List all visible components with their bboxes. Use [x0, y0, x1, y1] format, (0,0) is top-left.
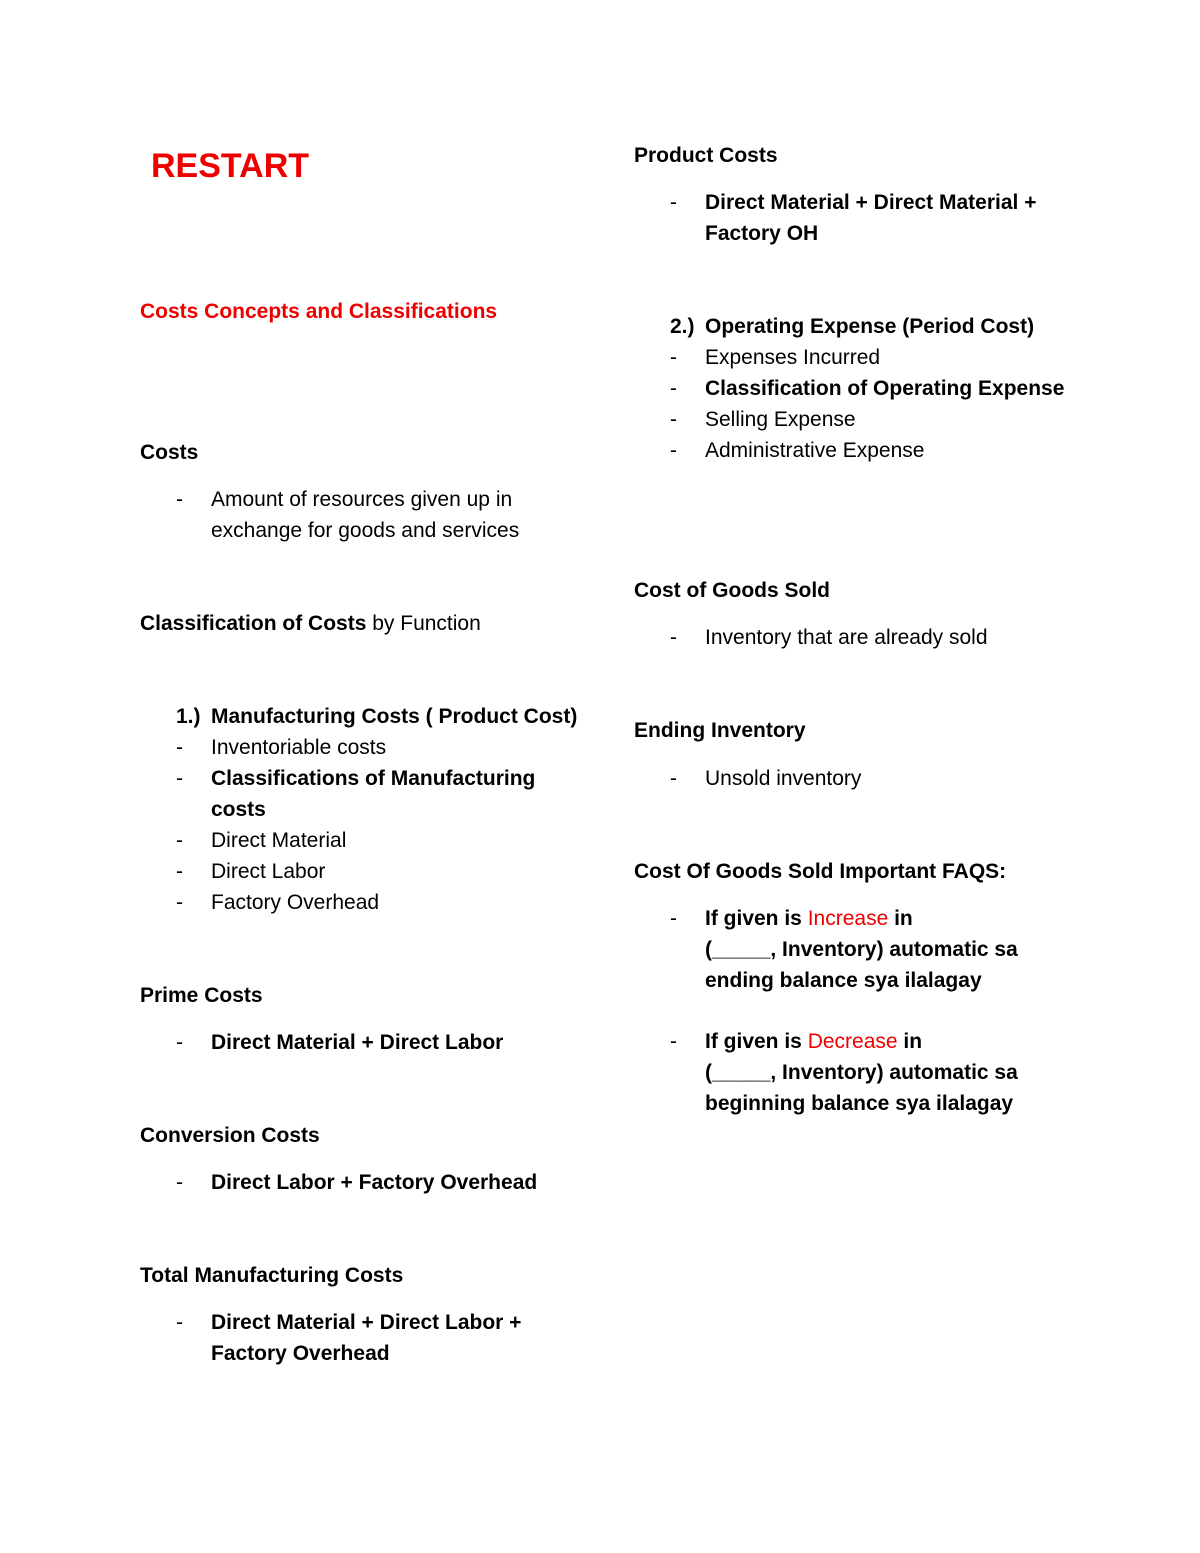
prime-costs-list [176, 1027, 503, 1058]
faqs-heading: Cost Of Goods Sold Important FAQS: [634, 860, 1007, 883]
list-item-text: costs [211, 798, 266, 821]
list-item-text: Inventoriable costs [211, 736, 387, 759]
list-item-text: Direct Material + Direct Material + [705, 191, 1037, 214]
list-item: - Selling Expense [670, 408, 856, 431]
list-item-text: Administrative Expense [705, 439, 925, 462]
list-item: - Inventory that are already sold [670, 626, 988, 649]
list-item: - Direct Material [176, 829, 347, 852]
prime-costs-heading: Prime Costs [140, 984, 263, 1007]
list-item: - Classification of Operating Expense [670, 377, 1065, 400]
faq-item-increase: - If given is Increase in [670, 907, 913, 930]
list-item-continuation [176, 1338, 521, 1369]
faq-text: beginning balance sya ilalagay [705, 1092, 1014, 1115]
faq-keyword: Increase [807, 907, 889, 930]
list-item-text: Selling Expense [705, 408, 856, 431]
list-item: - Expenses Incurred [670, 346, 881, 369]
section-title: Manufacturing Costs ( Product Cost) [211, 705, 578, 728]
classification-heading-bold: Classification of Costs [140, 612, 367, 635]
total-manufacturing-heading: Total Manufacturing Costs [140, 1264, 404, 1287]
list-item: - Inventoriable costs [176, 736, 387, 759]
faq-text: (_____, Inventory) automatic sa [705, 1061, 1018, 1084]
list-item-continuation [176, 794, 577, 825]
manufacturing-section [176, 701, 577, 918]
list-item-continuation [670, 1057, 1018, 1088]
page-title: RESTART [151, 147, 310, 185]
list-item-text: Direct Material + Direct Labor + [211, 1311, 522, 1334]
classification-heading [140, 608, 481, 639]
ending-inventory-list [670, 763, 861, 794]
faqs-list [670, 903, 1018, 1119]
faq-keyword: Decrease [807, 1030, 898, 1053]
total-manufacturing-list [176, 1307, 521, 1369]
list-item-continuation [176, 515, 519, 546]
list-item-continuation [670, 965, 1018, 996]
list-item-text: Expenses Incurred [705, 346, 881, 369]
operating-expense-heading [670, 311, 1064, 342]
list-item-text: Factory OH [705, 222, 819, 245]
list-item-continuation [670, 1088, 1018, 1119]
list-item: - Direct Material + Direct Labor [176, 1031, 504, 1054]
list-item-text: Classifications of Manufacturing [211, 767, 536, 790]
section-number: 1.) [176, 705, 201, 728]
cogs-list [670, 622, 988, 653]
product-costs-list [670, 187, 1036, 249]
list-item-text: exchange for goods and services [211, 519, 520, 542]
cogs-heading: Cost of Goods Sold [634, 579, 830, 602]
list-item: - Direct Material + Direct Labor + [176, 1311, 522, 1334]
list-item: - Amount of resources given up in [176, 488, 513, 511]
costs-heading: Costs [140, 441, 199, 464]
operating-expense-section [670, 311, 1064, 466]
list-item-text: Amount of resources given up in [211, 488, 513, 511]
ending-inventory-heading: Ending Inventory [634, 719, 806, 742]
list-item-text: Factory Overhead [211, 891, 380, 914]
faq-text: in [897, 1030, 923, 1053]
section-number: 2.) [670, 315, 695, 338]
faq-text: If given is [705, 1030, 808, 1053]
list-item-text: Factory Overhead [211, 1342, 390, 1365]
conversion-costs-heading: Conversion Costs [140, 1124, 320, 1147]
list-item-text: Direct Material + Direct Labor [211, 1031, 504, 1054]
list-item-continuation [670, 218, 1036, 249]
faq-text: in [888, 907, 913, 930]
list-item: - Direct Labor [176, 860, 326, 883]
manufacturing-heading [176, 701, 577, 732]
faq-text: ending balance sya ilalagay [705, 969, 982, 992]
faq-text: (_____, Inventory) automatic sa [705, 938, 1018, 961]
list-item: - Factory Overhead [176, 891, 380, 914]
conversion-costs-list [176, 1167, 537, 1198]
list-item-text: Direct Labor + Factory Overhead [211, 1171, 538, 1194]
product-costs-heading: Product Costs [634, 144, 778, 167]
list-item: - Classifications of Manufacturing [176, 767, 536, 790]
costs-list [176, 484, 519, 546]
list-item-text: Inventory that are already sold [705, 626, 988, 649]
list-item: - Administrative Expense [670, 439, 925, 462]
list-item-text: Direct Material [211, 829, 347, 852]
list-item-text: Unsold inventory [705, 767, 862, 790]
list-item-continuation [670, 934, 1018, 965]
list-item: - Unsold inventory [670, 767, 862, 790]
section-title: Operating Expense (Period Cost) [705, 315, 1035, 338]
faq-item-decrease: - If given is Decrease in [670, 1030, 923, 1053]
list-item-text: Direct Labor [211, 860, 326, 883]
document-subtitle: Costs Concepts and Classifications [140, 300, 498, 323]
list-item: - Direct Material + Direct Material + [670, 191, 1037, 214]
list-item: - Direct Labor + Factory Overhead [176, 1171, 538, 1194]
faq-text: If given is [705, 907, 808, 930]
classification-heading-normal: by Function [366, 612, 481, 635]
list-item-text: Classification of Operating Expense [705, 377, 1065, 400]
